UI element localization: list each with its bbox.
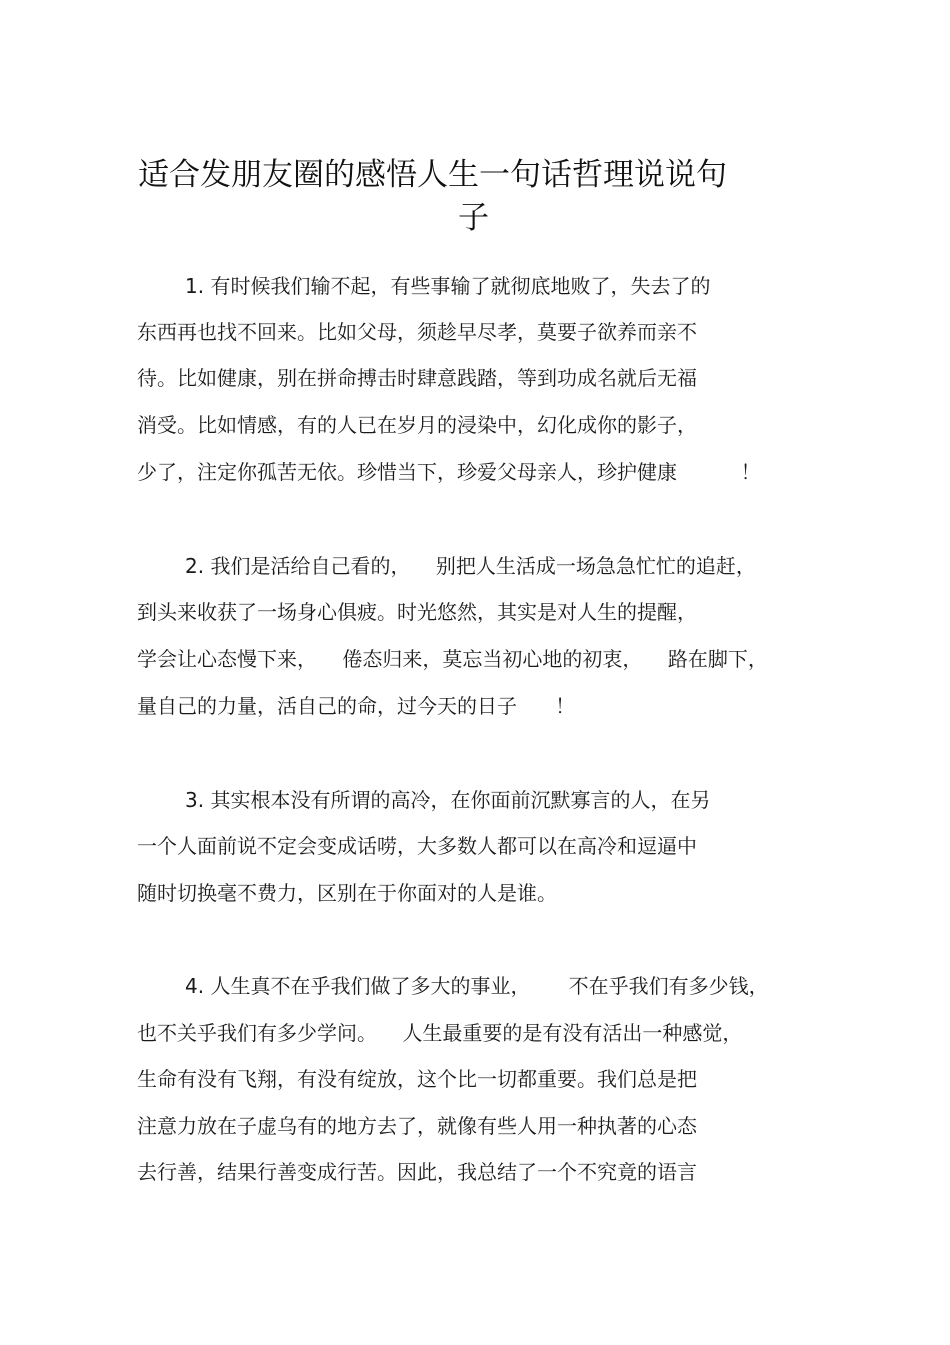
paragraph-1-line-1: 1. 有时候我们输不起，有些事输了就彻底地败了，失去了的 (185, 274, 711, 298)
paragraph-4-line-1: 4. 人生真不在乎我们做了多大的事业， 不在乎我们有多少钱， (185, 974, 769, 998)
paragraph-4-line-4: 注意力放在子虚乌有的地方去了，就像有些人用一种执著的心态 (137, 1114, 697, 1138)
paragraph-3-line-2: 一个人面前说不定会变成话唠，大多数人都可以在高冷和逗逼中 (137, 834, 697, 858)
paragraph-1-line-5: 少了，注定你孤苦无依。珍惜当下，珍爱父母亲人，珍护健康 ！ (137, 460, 761, 484)
paragraph-2-line-1: 2. 我们是活给自己看的， 别把人生活成一场急急忙忙的追赶， (185, 554, 756, 578)
paragraph-2-line-2: 到头来收获了一场身心俱疲。时光悠然，其实是对人生的提醒， (137, 600, 697, 624)
paragraph-4-line-3: 生命有没有飞翔，有没有绽放，这个比一切都重要。我们总是把 (137, 1067, 697, 1091)
paragraph-1-line-2: 东西再也找不回来。比如父母，须趁早尽孝，莫要子欲养而亲不 (137, 320, 697, 344)
paragraph-4-line-5: 去行善，结果行善变成行苦。因此，我总结了一个不究竟的语言 (137, 1160, 697, 1184)
paragraph-1-line-3: 待。比如健康，别在拼命搏击时肆意践踏，等到功成名就后无福 (137, 366, 697, 390)
document-title-line-1: 适合发朋友圈的感悟人生一句话哲理说说句 (138, 157, 727, 193)
paragraph-3-line-1: 3. 其实根本没有所谓的高冷，在你面前沉默寡言的人，在另 (185, 788, 711, 812)
paragraph-4-line-2: 也不关乎我们有多少学问。 人生最重要的是有没有活出一种感觉， (137, 1021, 743, 1045)
paragraph-2-line-3: 学会让心态慢下来， 倦态归来，莫忘当初心地的初衷， 路在脚下， (137, 647, 768, 671)
paragraph-1-line-4: 消受。比如情感，有的人已在岁月的浸染中，幻化成你的影子， (137, 413, 697, 437)
paragraph-2-line-4: 量自己的力量，活自己的命，过今天的日子 ！ (137, 694, 576, 718)
document-title-line-2: 子 (458, 200, 489, 236)
paragraph-3-line-3: 随时切换毫不费力，区别在于你面对的人是谁。 (137, 881, 557, 905)
